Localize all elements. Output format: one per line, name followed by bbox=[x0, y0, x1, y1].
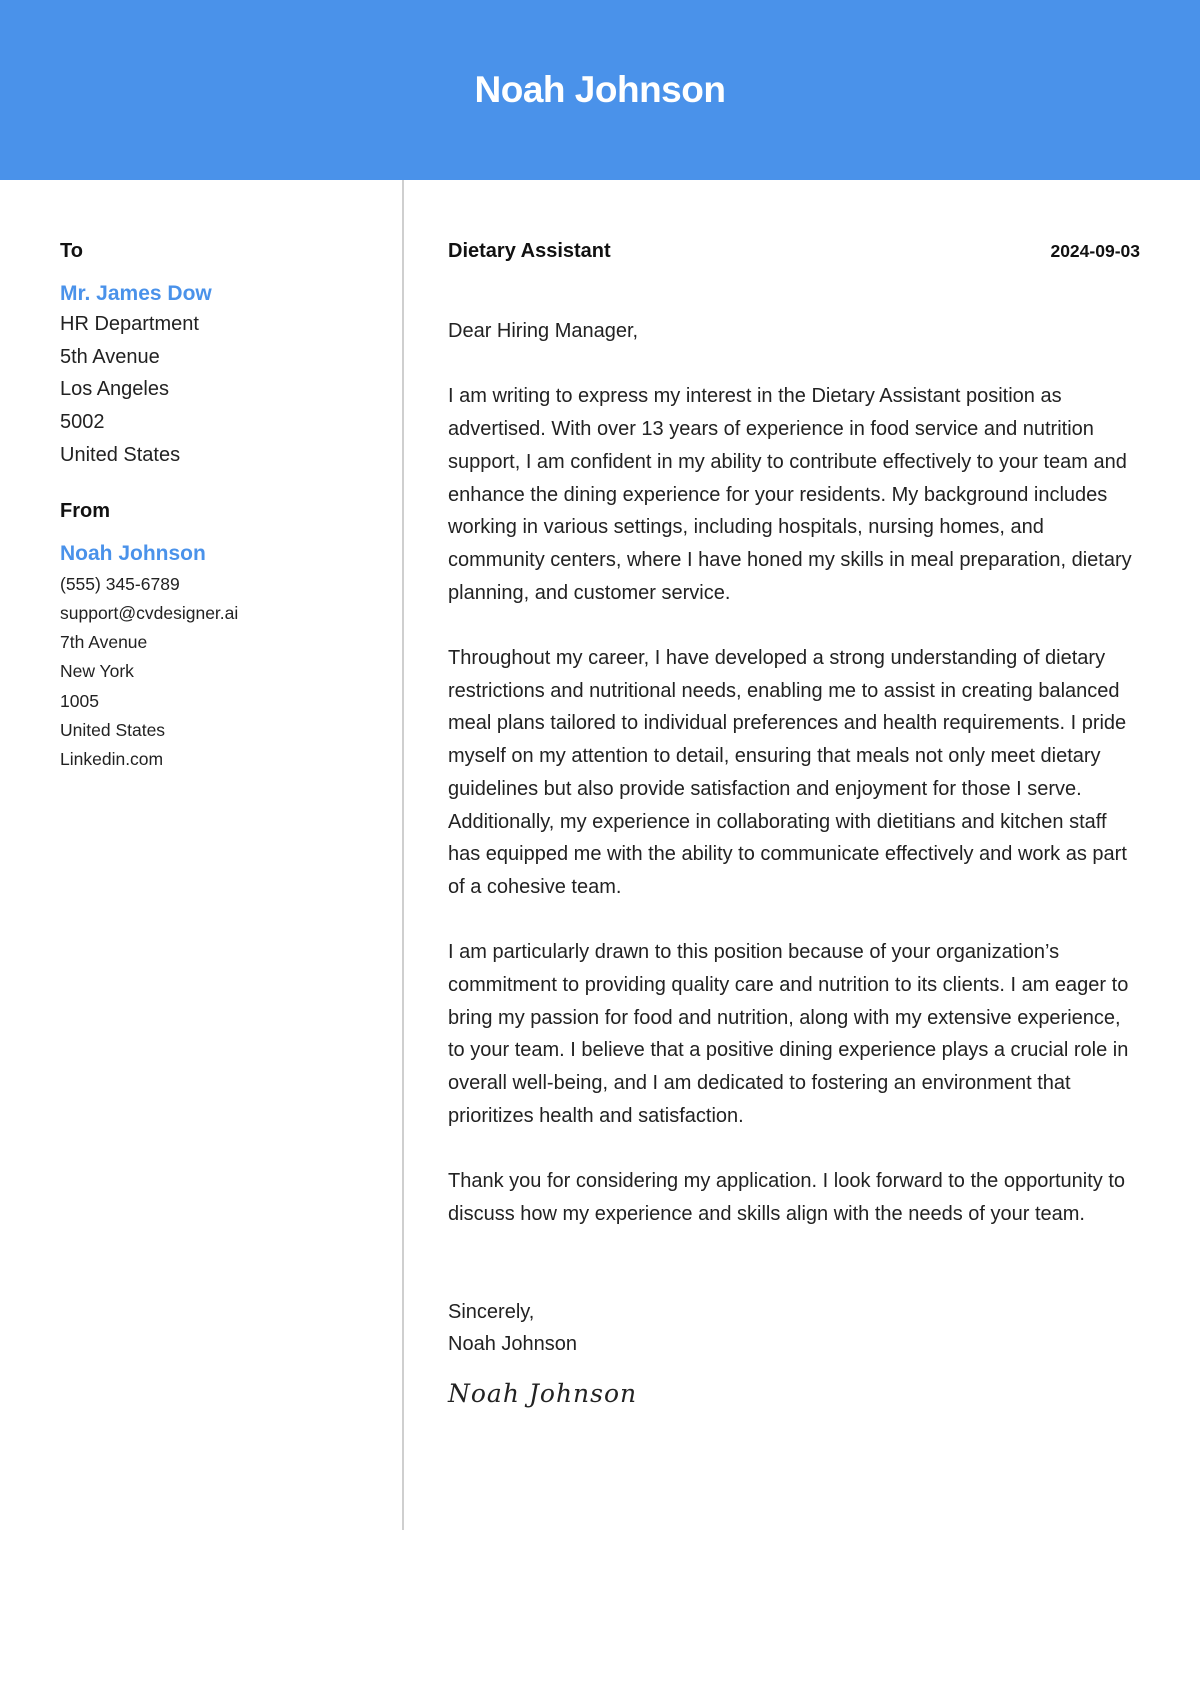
applicant-name: Noah Johnson bbox=[474, 68, 726, 110]
column-divider bbox=[402, 180, 404, 1530]
letter-heading bbox=[448, 240, 1140, 263]
sender-city: New York bbox=[60, 661, 134, 682]
salutation: Dear Hiring Manager, bbox=[448, 320, 639, 342]
address-sidebar bbox=[60, 240, 380, 775]
signature: Noah Johnson bbox=[448, 1379, 638, 1409]
sender-email: support@cvdesigner.ai bbox=[60, 602, 239, 623]
sender-street: 7th Avenue bbox=[60, 632, 148, 653]
closing-name: Noah Johnson bbox=[448, 1333, 577, 1356]
paragraph: Throughout my career, I have developed a strong understanding of dietary restrictions and nutritional needs, enabling me to assist in creating balanced meal plans tailored to individual preferences and health requirements. I pride myself on my attention to detail, ensuring that meals not only meet dietary guidelines but also provide satisfaction and enjoyment for those I serve. Additionally, my experience in collaborating with dietitians and kitchen staff has equipped me with the ability to communicate effectively and work as part of a cohesive team. bbox=[448, 647, 1127, 898]
sender-name: Noah Johnson bbox=[60, 541, 206, 565]
paragraph: Thank you for considering my application. I look forward to the opportunity to discuss how my experience and skills align with the needs of your team. bbox=[448, 1170, 1126, 1225]
from-label: From bbox=[60, 499, 110, 522]
recipient-street: 5th Avenue bbox=[60, 345, 160, 368]
letter-date: 2024-09-03 bbox=[1050, 241, 1140, 261]
recipient-name: Mr. James Dow bbox=[60, 282, 212, 305]
sender-phone: (555) 345-6789 bbox=[60, 573, 180, 594]
closing-block bbox=[448, 1296, 1140, 1361]
paragraph: I am writing to express my interest in the Dietary Assistant position as advertised. With over 13 years of experience in food service and nutrition support, I am confident in my ability to contribute effectively to your team and enhance the dining experience for your residents. My background includes working in various settings, including hospitals, nursing homes, and community centers, where I have honed my skills in meal preparation, dietary planning, and customer service. bbox=[448, 385, 1132, 604]
header-banner bbox=[0, 0, 1200, 180]
paragraph: I am particularly drawn to this position because of your organization’s commitment to providing quality care and nutrition to its clients. I am eager to bring my passion for food and nutrition, along with my extensive experience, to your team. I believe that a positive dining experience plays a crucial role in overall well-being, and I am dedicated to fostering an environment that prioritizes health and satisfaction. bbox=[448, 941, 1129, 1127]
sender-zip: 1005 bbox=[60, 690, 99, 711]
recipient-address bbox=[60, 308, 380, 472]
position-title: Dietary Assistant bbox=[448, 240, 611, 262]
recipient-zip: 5002 bbox=[60, 411, 105, 434]
sender-country: United States bbox=[60, 720, 166, 740]
sender-contact bbox=[60, 570, 380, 775]
to-label: To bbox=[60, 240, 83, 262]
recipient-city: Los Angeles bbox=[60, 378, 169, 401]
recipient-country: United States bbox=[60, 443, 181, 466]
sender-website: Linkedin.com bbox=[60, 749, 164, 770]
recipient-department: HR Department bbox=[60, 313, 199, 335]
closing-phrase: Sincerely, bbox=[448, 1300, 535, 1323]
letter-body bbox=[448, 240, 1140, 1408]
